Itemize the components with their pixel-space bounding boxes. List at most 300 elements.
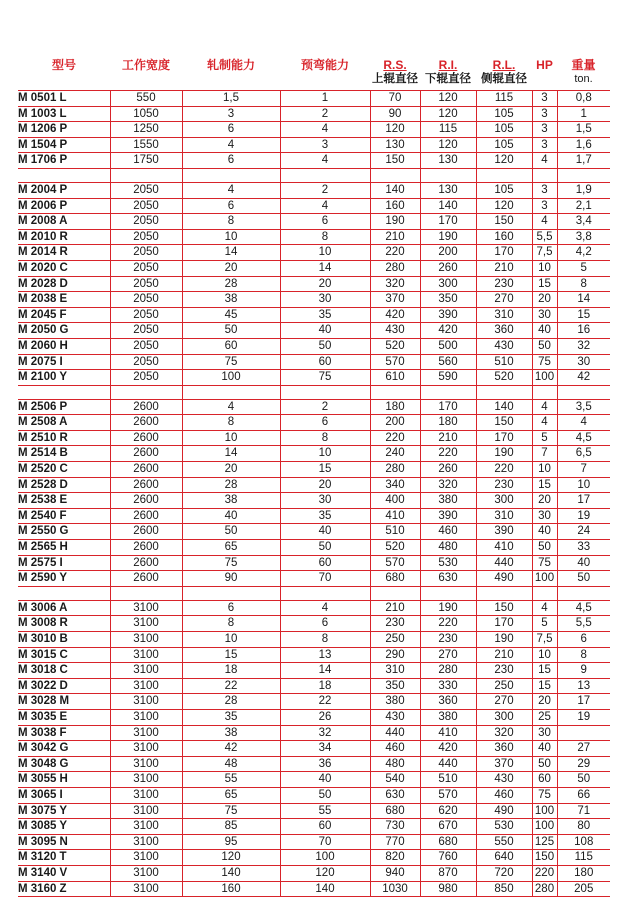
model-cell: M 2575 I [18,555,110,571]
prebend-capacity-cell: 4 [280,122,370,138]
rs-cell: 430 [370,709,420,725]
rl-cell: 120 [476,198,532,214]
rolling-capacity-cell: 90 [182,571,280,587]
rs-cell: 220 [370,245,420,261]
weight-cell: 2,1 [557,198,610,214]
model-cell: M 2004 P [18,182,110,198]
hp-cell: 10 [532,260,557,276]
rl-cell: 120 [476,153,532,169]
table-row [18,370,610,386]
header-rl: R.L. 侧辊直径 [476,58,532,91]
rs-cell: 190 [370,214,420,230]
prebend-capacity-cell: 70 [280,571,370,587]
rs-cell: 820 [370,850,420,866]
work-width-cell: 3100 [110,632,182,648]
ri-cell: 570 [420,787,476,803]
prebend-capacity-cell: 15 [280,462,370,478]
weight-cell: 16 [557,323,610,339]
prebend-capacity-cell: 75 [280,370,370,386]
weight-cell: 17 [557,493,610,509]
weight-cell: 4,2 [557,245,610,261]
work-width-cell: 2050 [110,354,182,370]
table-row [18,245,610,261]
work-width-cell: 2600 [110,493,182,509]
hp-cell: 100 [532,819,557,835]
prebend-capacity-cell: 50 [280,787,370,803]
hp-cell: 15 [532,477,557,493]
ri-cell: 280 [420,663,476,679]
ri-cell: 670 [420,819,476,835]
ri-cell: 270 [420,647,476,663]
rl-cell: 510 [476,354,532,370]
rolling-capacity-cell: 6 [182,198,280,214]
weight-cell: 40 [557,555,610,571]
rs-cell: 570 [370,555,420,571]
ri-cell: 380 [420,493,476,509]
weight-cell: 180 [557,865,610,881]
work-width-cell: 3100 [110,787,182,803]
work-width-cell: 3100 [110,834,182,850]
rl-cell: 105 [476,182,532,198]
ri-cell: 630 [420,571,476,587]
table-row [18,741,610,757]
hp-cell: 75 [532,555,557,571]
ri-cell: 115 [420,122,476,138]
table-row [18,756,610,772]
table-row [18,307,610,323]
model-cell: M 2010 R [18,229,110,245]
rolling-capacity-cell: 10 [182,430,280,446]
model-cell: M 3160 Z [18,881,110,897]
rs-cell: 280 [370,260,420,276]
spacer-cell [182,385,280,399]
rl-cell: 105 [476,137,532,153]
rs-cell: 680 [370,571,420,587]
table-row [18,616,610,632]
prebend-capacity-cell: 40 [280,772,370,788]
prebend-capacity-cell: 4 [280,198,370,214]
hp-cell: 15 [532,276,557,292]
weight-cell: 66 [557,787,610,803]
spacer-cell [370,586,420,600]
work-width-cell: 3100 [110,709,182,725]
weight-cell: 19 [557,709,610,725]
weight-cell: 8 [557,647,610,663]
work-width-cell: 2050 [110,182,182,198]
rs-cell: 200 [370,415,420,431]
model-cell: M 2590 Y [18,571,110,587]
prebend-capacity-cell: 55 [280,803,370,819]
rl-cell: 170 [476,616,532,632]
table-body [18,91,610,897]
rs-cell: 540 [370,772,420,788]
rolling-capacity-cell: 38 [182,292,280,308]
spacer-cell [420,168,476,182]
hp-cell: 4 [532,600,557,616]
prebend-capacity-cell: 50 [280,338,370,354]
hp-cell: 30 [532,307,557,323]
table-row [18,540,610,556]
weight-cell: 115 [557,850,610,866]
hp-cell: 3 [532,122,557,138]
rl-cell: 440 [476,555,532,571]
table-row [18,276,610,292]
table-row [18,292,610,308]
weight-cell: 30 [557,354,610,370]
rolling-capacity-cell: 60 [182,338,280,354]
rolling-capacity-cell: 22 [182,678,280,694]
model-cell: M 3048 G [18,756,110,772]
hp-cell: 4 [532,415,557,431]
model-cell: M 2538 E [18,493,110,509]
hp-cell: 3 [532,137,557,153]
work-width-cell: 2600 [110,508,182,524]
work-width-cell: 2600 [110,524,182,540]
rl-cell: 210 [476,260,532,276]
work-width-cell: 3100 [110,647,182,663]
model-cell: M 2528 D [18,477,110,493]
table-row [18,694,610,710]
model-cell: M 2008 A [18,214,110,230]
work-width-cell: 2050 [110,260,182,276]
weight-cell: 42 [557,370,610,386]
weight-cell: 1,7 [557,153,610,169]
work-width-cell: 3100 [110,850,182,866]
table-row [18,91,610,107]
ri-cell: 360 [420,694,476,710]
weight-cell: 1 [557,106,610,122]
ri-cell: 210 [420,430,476,446]
hp-cell: 100 [532,803,557,819]
rolling-capacity-cell: 75 [182,803,280,819]
hp-cell: 15 [532,678,557,694]
rs-cell: 350 [370,678,420,694]
ri-cell: 120 [420,91,476,107]
rl-cell: 390 [476,524,532,540]
weight-cell: 32 [557,338,610,354]
model-cell: M 2514 B [18,446,110,462]
table-row [18,477,610,493]
ri-cell: 170 [420,214,476,230]
weight-cell: 14 [557,292,610,308]
ri-cell: 420 [420,741,476,757]
work-width-cell: 2050 [110,276,182,292]
rs-cell: 90 [370,106,420,122]
rolling-capacity-cell: 120 [182,850,280,866]
rl-cell: 230 [476,477,532,493]
model-cell: M 0501 L [18,91,110,107]
hp-cell: 30 [532,508,557,524]
weight-cell: 33 [557,540,610,556]
rl-cell: 170 [476,430,532,446]
work-width-cell: 3100 [110,741,182,757]
weight-cell: 17 [557,694,610,710]
weight-cell: 1,6 [557,137,610,153]
spacer-cell [420,586,476,600]
prebend-capacity-cell: 60 [280,354,370,370]
weight-cell: 1,9 [557,182,610,198]
spacer-cell [110,385,182,399]
hp-cell: 10 [532,647,557,663]
rs-cell: 290 [370,647,420,663]
group-spacer-row [18,586,610,600]
header-work-width: 工作宽度 [110,58,182,91]
prebend-capacity-cell: 8 [280,430,370,446]
rs-cell: 510 [370,524,420,540]
rs-cell: 480 [370,756,420,772]
rs-cell: 1030 [370,881,420,897]
prebend-capacity-cell: 6 [280,214,370,230]
weight-cell: 80 [557,819,610,835]
table-row [18,106,610,122]
prebend-capacity-cell: 20 [280,477,370,493]
rs-cell: 380 [370,694,420,710]
work-width-cell: 2600 [110,415,182,431]
header-model: 型号 [18,58,110,91]
hp-cell: 100 [532,370,557,386]
spacer-cell [532,586,557,600]
rolling-capacity-cell: 3 [182,106,280,122]
work-width-cell: 1550 [110,137,182,153]
table-header [18,58,610,91]
rl-cell: 190 [476,632,532,648]
hp-cell: 3 [532,106,557,122]
ri-cell: 420 [420,323,476,339]
model-cell: M 2550 G [18,524,110,540]
spacer-cell [280,385,370,399]
group-spacer-row [18,168,610,182]
rolling-capacity-cell: 65 [182,540,280,556]
model-cell: M 2014 R [18,245,110,261]
rolling-capacity-cell: 1,5 [182,91,280,107]
rolling-capacity-cell: 6 [182,600,280,616]
ri-cell: 260 [420,462,476,478]
work-width-cell: 3100 [110,865,182,881]
hp-cell: 60 [532,772,557,788]
rl-cell: 320 [476,725,532,741]
model-cell: M 3085 Y [18,819,110,835]
prebend-capacity-cell: 40 [280,323,370,339]
hp-cell: 10 [532,462,557,478]
model-cell: M 3035 E [18,709,110,725]
ri-cell: 220 [420,616,476,632]
rolling-capacity-cell: 50 [182,524,280,540]
spacer-cell [110,586,182,600]
weight-cell: 6 [557,632,610,648]
rolling-capacity-cell: 85 [182,819,280,835]
work-width-cell: 3100 [110,725,182,741]
rolling-capacity-cell: 8 [182,616,280,632]
work-width-cell: 2050 [110,214,182,230]
model-cell: M 2565 H [18,540,110,556]
prebend-capacity-cell: 32 [280,725,370,741]
weight-cell: 13 [557,678,610,694]
work-width-cell: 3100 [110,803,182,819]
model-cell: M 2508 A [18,415,110,431]
ri-cell: 190 [420,229,476,245]
rs-cell: 230 [370,616,420,632]
table-row [18,524,610,540]
hp-cell: 4 [532,153,557,169]
rolling-capacity-cell: 65 [182,787,280,803]
model-cell: M 2100 Y [18,370,110,386]
model-cell: M 3042 G [18,741,110,757]
ri-cell: 260 [420,260,476,276]
rolling-capacity-cell: 48 [182,756,280,772]
model-cell: M 2045 F [18,307,110,323]
spacer-cell [476,586,532,600]
prebend-capacity-cell: 140 [280,881,370,897]
hp-cell: 75 [532,787,557,803]
model-cell: M 2520 C [18,462,110,478]
rs-cell: 430 [370,323,420,339]
rs-cell: 120 [370,122,420,138]
hp-cell: 125 [532,834,557,850]
rolling-capacity-cell: 38 [182,725,280,741]
rl-cell: 270 [476,694,532,710]
weight-cell: 15 [557,307,610,323]
prebend-capacity-cell: 14 [280,260,370,276]
model-cell: M 1706 P [18,153,110,169]
spacer-cell [370,385,420,399]
ri-cell: 590 [420,370,476,386]
ri-cell: 870 [420,865,476,881]
work-width-cell: 2600 [110,446,182,462]
ri-cell: 300 [420,276,476,292]
ri-cell: 390 [420,508,476,524]
rs-cell: 280 [370,462,420,478]
table-row [18,678,610,694]
weight-cell: 50 [557,772,610,788]
rolling-capacity-cell: 75 [182,354,280,370]
rolling-capacity-cell: 45 [182,307,280,323]
table-row [18,153,610,169]
rolling-capacity-cell: 100 [182,370,280,386]
table-row [18,122,610,138]
work-width-cell: 3100 [110,881,182,897]
table-row [18,647,610,663]
hp-cell: 3 [532,91,557,107]
rl-cell: 460 [476,787,532,803]
model-cell: M 3008 R [18,616,110,632]
model-cell: M 3095 N [18,834,110,850]
hp-cell: 280 [532,881,557,897]
rl-cell: 190 [476,446,532,462]
work-width-cell: 3100 [110,678,182,694]
model-cell: M 2038 E [18,292,110,308]
model-cell: M 2028 D [18,276,110,292]
weight-cell: 6,5 [557,446,610,462]
ri-cell: 220 [420,446,476,462]
rs-cell: 180 [370,399,420,415]
rl-cell: 230 [476,276,532,292]
table-row [18,430,610,446]
hp-cell: 7,5 [532,245,557,261]
rl-cell: 105 [476,106,532,122]
header-hp: HP [532,58,557,91]
table-row [18,229,610,245]
rs-cell: 130 [370,137,420,153]
rs-cell: 400 [370,493,420,509]
model-cell: M 3065 I [18,787,110,803]
hp-cell: 40 [532,741,557,757]
ri-cell: 230 [420,632,476,648]
rs-cell: 440 [370,725,420,741]
rolling-capacity-cell: 28 [182,694,280,710]
model-cell: M 3120 T [18,850,110,866]
table-row [18,819,610,835]
model-cell: M 3015 C [18,647,110,663]
model-cell: M 1003 L [18,106,110,122]
header-prebend-capacity: 预弯能力 [280,58,370,91]
rolling-capacity-cell: 6 [182,122,280,138]
rl-cell: 150 [476,600,532,616]
table-row [18,850,610,866]
table-row [18,354,610,370]
work-width-cell: 3100 [110,694,182,710]
rolling-capacity-cell: 6 [182,153,280,169]
work-width-cell: 2600 [110,540,182,556]
spacer-cell [18,586,110,600]
weight-cell: 3,5 [557,399,610,415]
rl-cell: 430 [476,338,532,354]
spacer-cell [420,385,476,399]
rl-cell: 360 [476,323,532,339]
rolling-capacity-cell: 4 [182,182,280,198]
weight-cell: 9 [557,663,610,679]
hp-cell: 5 [532,430,557,446]
rl-cell: 370 [476,756,532,772]
table-row [18,865,610,881]
work-width-cell: 2050 [110,370,182,386]
rl-cell: 140 [476,399,532,415]
work-width-cell: 2600 [110,477,182,493]
rl-cell: 250 [476,678,532,694]
model-cell: M 3028 M [18,694,110,710]
rl-cell: 360 [476,741,532,757]
model-cell: M 1206 P [18,122,110,138]
work-width-cell: 3100 [110,600,182,616]
work-width-cell: 3100 [110,663,182,679]
prebend-capacity-cell: 36 [280,756,370,772]
prebend-capacity-cell: 2 [280,106,370,122]
spacer-cell [557,168,610,182]
table-row [18,725,610,741]
ri-cell: 140 [420,198,476,214]
spacer-cell [557,385,610,399]
hp-cell: 3 [532,182,557,198]
table-row [18,803,610,819]
ri-cell: 530 [420,555,476,571]
rs-cell: 320 [370,276,420,292]
ri-cell: 180 [420,415,476,431]
model-cell: M 3055 H [18,772,110,788]
table-row [18,772,610,788]
ri-cell: 620 [420,803,476,819]
work-width-cell: 2050 [110,198,182,214]
rolling-capacity-cell: 10 [182,229,280,245]
table-row [18,663,610,679]
spacer-cell [557,586,610,600]
prebend-capacity-cell: 100 [280,850,370,866]
rs-cell: 160 [370,198,420,214]
header-weight: 重量 ton. [557,58,610,91]
rolling-capacity-cell: 4 [182,399,280,415]
work-width-cell: 3100 [110,772,182,788]
rs-cell: 420 [370,307,420,323]
weight-cell: 0,8 [557,91,610,107]
model-cell: M 2060 H [18,338,110,354]
